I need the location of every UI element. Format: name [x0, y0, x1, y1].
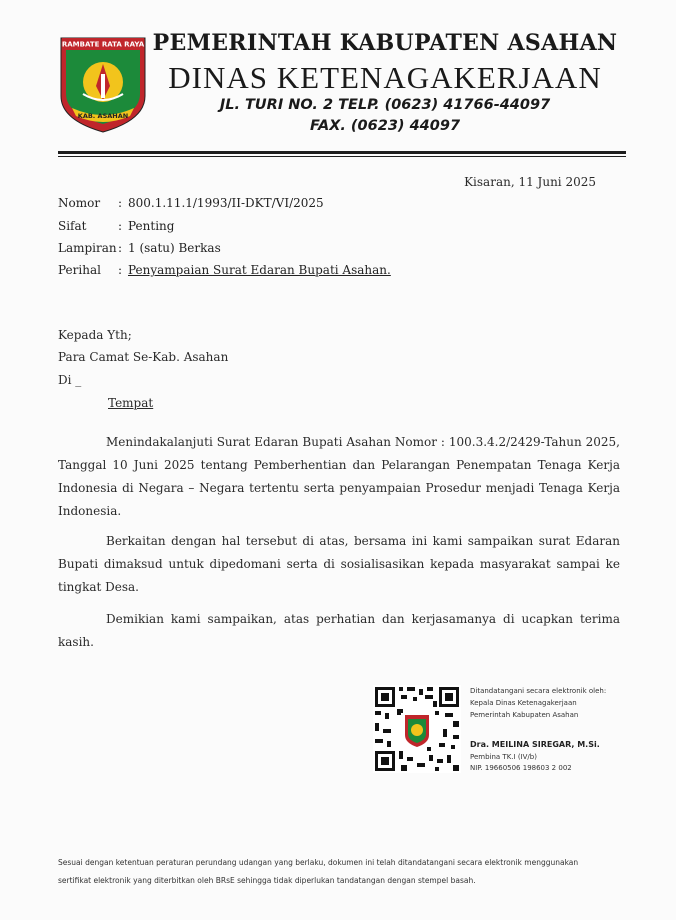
qr-code [373, 685, 461, 773]
signature-line-2: Kepala Dinas Ketenagakerjaan [470, 699, 577, 707]
meta-sep: : [118, 241, 123, 255]
signer-name: Dra. MEILINA SIREGAR, M.Si. [470, 740, 600, 749]
government-name: PEMERINTAH KABUPATEN ASAHAN [152, 30, 618, 56]
meta-value: Penyampaian Surat Edaran Bupati Asahan. [128, 263, 391, 277]
recipient-salutation: Kepada Yth; [58, 328, 132, 342]
department-name: DINAS KETENAGAKERJAAN [168, 60, 602, 95]
body-paragraph-1: Menindakalanjuti Surat Edaran Bupati Asahan Nomor : 100.3.4.2/2429-Tahun 2025, Tanggal 10 Juni 2025 tentang Pemberhentian dan Pelarangan Penempatan Tenaga Kerja Indonesia di Negara – Negara tertentu serta penyampaian Prosedur menjadi Tenaga Kerja Indonesia. [58, 435, 620, 518]
office-address: JL. TURI NO. 2 TELP. (0623) 41766-44097 [219, 97, 551, 113]
meta-nomor [58, 196, 324, 210]
meta-sifat [58, 219, 174, 233]
meta-label: Lampiran [58, 241, 117, 255]
signer-nip: NIP. 19660506 198603 2 002 [470, 764, 572, 772]
logo-top-text: RAMBATE RATA RAYA [61, 40, 145, 49]
recipient-at: Di _ [58, 373, 82, 387]
meta-lampiran [58, 241, 221, 255]
logo-bottom-text: KAB. ASAHAN [77, 112, 129, 120]
footer-note-line-2: sertifikat elektronik yang diterbitkan oleh BRsE sehingga tidak diperlukan tandatangan dengan stempel basah. [58, 876, 476, 885]
meta-label: Sifat [58, 219, 87, 233]
letter-date: Kisaran, 11 Juni 2025 [464, 175, 596, 189]
meta-sep: : [118, 196, 123, 210]
meta-perihal [58, 263, 391, 277]
signature-line-3: Pemerintah Kabupaten Asahan [470, 711, 579, 719]
footer-note-line-1: Sesuai dengan ketentuan peraturan perundang udangan yang berlaku, dokumen ini telah ditandatangani secara elektronik menggunakan [58, 858, 579, 867]
meta-value: Penting [128, 219, 175, 233]
letterhead-rule-thin [58, 156, 626, 157]
signer-rank: Pembina TK.I (IV/b) [470, 753, 537, 761]
meta-sep: : [118, 219, 123, 233]
asahan-regency-logo [58, 34, 148, 134]
office-fax: FAX. (0623) 44097 [309, 118, 461, 134]
letterhead-rule-thick [58, 151, 626, 154]
meta-label: Nomor [58, 196, 101, 210]
body-paragraph-2: Berkaitan dengan hal tersebut di atas, bersama ini kami sampaikan surat Edaran Bupati dimaksud untuk dipedomani serta di sosialisasikan kepada masyarakat sampai ke tingkat Desa. [58, 534, 620, 594]
signature-line-1: Ditandatangani secara elektronik oleh: [470, 687, 607, 695]
recipient-name: Para Camat Se-Kab. Asahan [58, 350, 229, 364]
body-paragraph-3: Demikian kami sampaikan, atas perhatian dan kerjasamanya di ucapkan terima kasih. [58, 612, 620, 649]
meta-label: Perihal [58, 263, 101, 277]
meta-value: 800.1.11.1/1993/II-DKT/VI/2025 [128, 196, 324, 210]
meta-value: 1 (satu) Berkas [128, 241, 221, 255]
recipient-place: Tempat [108, 396, 154, 410]
meta-sep: : [118, 263, 123, 277]
